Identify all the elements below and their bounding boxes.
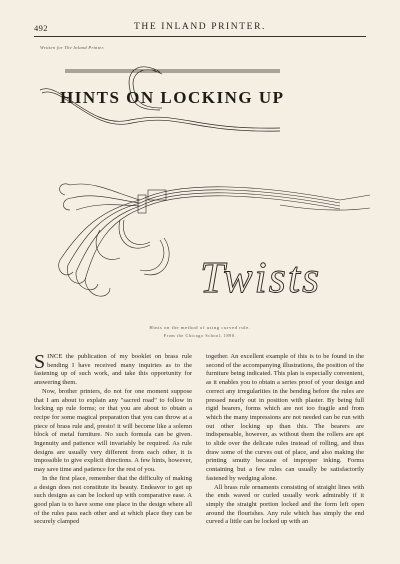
paragraph: together. An excellent example of this is to be found in the second of the accompanying illustrations, the position of the furniture being indicated. This plan is especially convenient, as it enables you to obtain a series proof of your design and correct any irregularities in the bending before the rules are pressed nearly out in position with plaster. By being full rigid bearers, forms which are not too fragile and from which the many impressions are not needed can be run with out other locking up than this. The bearers are indispensable, however, as without them the rollers are apt to slide over the delicate rules instead of rolling, and thus draw some of the curves out of place, and also making the printing smutty because of improper inking. Forms containing but a few rules can usually be satisfactorily fastened by wedging alone. bbox=[206, 353, 364, 482]
drop-cap: S bbox=[34, 351, 46, 373]
paragraph-text: INCE the publication of my booklet on brass rule bending I have received many inquiries as to the fastening up of such work, and take this opportunity for answering them. bbox=[34, 353, 192, 387]
page-number: 492 bbox=[34, 23, 48, 33]
column-right bbox=[206, 353, 364, 527]
paragraph: Now, brother printers, do not for one moment suppose that I am about to explain any "sacred road" to follow in locking up rule forms; or that you are about to obtain a recipe for some magical preparation that you can throw at a piece of brass rule and, presto! it will become like a solemn block of metal furniture. No such formula can be given. Ingenuity and patience will invariably be required. As rule designs are usually very different from each other, it is impossible to give explicit directions. A few hints, however, may save time and patience for the rest of you. bbox=[34, 387, 192, 474]
column-left bbox=[34, 353, 192, 527]
running-title: THE INLAND PRINTER. bbox=[134, 22, 266, 32]
art-title: Twists bbox=[200, 253, 322, 302]
paragraph: All brass rule ornaments consisting of straight lines with the ends waved or curled usually work admirably if it simply the straight portion locked and the form left open around the flourishes. Any rule which has simply the end curved a little can be locked up with an bbox=[206, 483, 364, 526]
illustration-caption: Hints on the method of using curved rule. bbox=[149, 325, 251, 330]
illustration-credit: From the Chicago School, 1890. bbox=[163, 333, 237, 338]
paragraph bbox=[34, 353, 192, 388]
paragraph: In the first place, remember that the difficulty of making a design does not constitute its beauty. Endeavor to get up such designs as can be locked up with comparative ease. A good plan is to have some one place in the design where all of the rules pass each other and at which place they can be securely clamped bbox=[34, 474, 192, 526]
header-rule bbox=[34, 36, 366, 37]
article-title: HINTS ON LOCKING UP bbox=[60, 88, 285, 107]
copyright-note: Written for The Inland Printer. bbox=[40, 45, 105, 50]
